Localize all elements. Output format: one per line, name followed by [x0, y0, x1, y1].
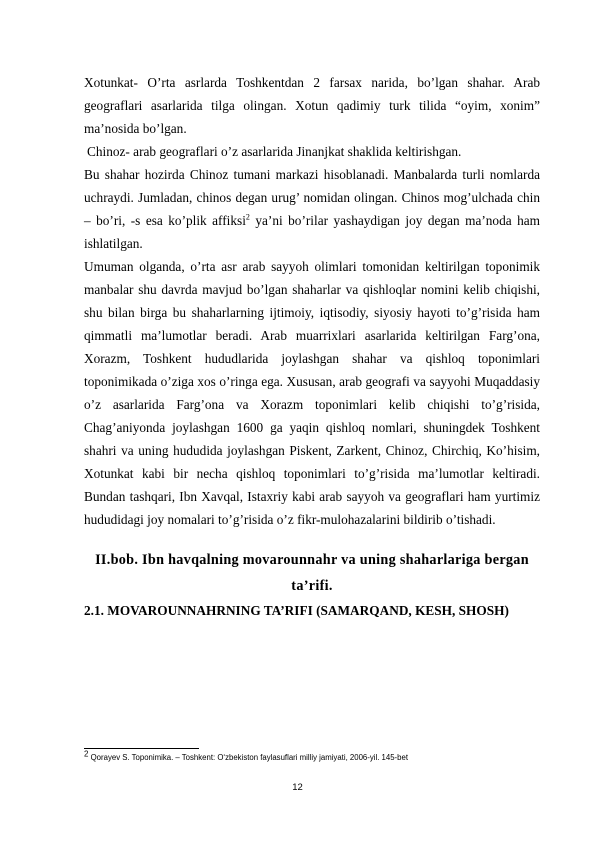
paragraph-summary: Umuman olganda, o’rta asr arab sayyoh olimlari tomonidan keltirilgan toponimik manbalar shu davrda mavjud bo’lgan shaharlar va qishloqlar nomini kelib chiqishi, shu bilan birga bu shaharlarning ijtimoiy, iqtisodiy, siyosiy hayoti to’g’risida ham qimmatli ma’lumotlar beradi. Arab muarrixlari asarlarida keltirilgan Farg’ona, Xorazm, Toshkent hududlarida joylashgan shahar va qishloq toponimlari toponimikada o’ziga xos o’ringa ega. Xususan, arab geografi va sayyohi Muqaddasiy o’z asarlarida Farg’ona va Xorazm toponimlari kelib chiqishi to’g’risida, Chag’aniyonda joylashgan 1600 ga yaqin qishloq nomlari, shuningdek Toshkent shahri va uning hududida joylashgan Piskent, Zarkent, Chinoz, Chirchiq, Ko’hisim, Xotunkat kabi bir necha qishloq toponimlari to’g’risida ma’lumotlar keltiradi. Bundan tashqari, Ibn Xavqal, Istaxriy kabi arab sayyoh va geograflari ham yurtimiz hududidagi joy nomalari to’g’risida o’z fikr-mulohazalarini bildirib o’tishadi. — [84, 259, 540, 527]
page-body — [84, 71, 540, 622]
footnote-divider — [84, 748, 199, 749]
footnote-text: Qorayev S. Toponimika. – Toshkent: O‘zbekiston faylasuflari milliy jamiyati, 2006-yil. 145-bet — [88, 753, 408, 762]
paragraph-chinoz-description — [84, 163, 540, 255]
page-number: 12 — [292, 782, 303, 793]
footnote-marker: 2 — [84, 749, 89, 759]
paragraph-xotunkat: Xotunkat- O’rta asrlarda Toshkentdan 2 farsax narida, bo’lgan shahar. Arab geograflari asarlarida tilga olingan. Xotun qadimiy turk tilida “oyim, xonim” ma’nosida bo’lgan. — [84, 75, 540, 136]
section-heading: 2.1. MOVAROUNNAHRNING TA’RIFI (SAMARQAND, KESH, SHOSH) — [84, 603, 509, 618]
footnote — [84, 749, 540, 764]
paragraph-chinoz-description-tail: ya’ni bo’rilar yashaydigan joy degan ma’noda ham ishlatilgan. — [84, 213, 540, 251]
paragraph-chinoz: Chinoz- arab geograflari o’z asarlarida Jinanjkat shaklida keltirishgan. — [87, 144, 462, 159]
footnote-reference[interactable]: 2 — [245, 212, 250, 222]
paragraph-chinoz-description-text: Bu shahar hozirda Chinoz tumani markazi hisoblanadi. Manbalarda turli nomlarda uchraydi. Jumladan, chinos degan urug’ nomidan olingan. Chinos mog’ulchada chin – bo’ri, -s esa ko’plik affiksi — [84, 167, 540, 228]
chapter-heading: II.bob. Ibn havqalning movarounnahr va uning shaharlariga bergan ta’rifi. — [95, 552, 529, 594]
